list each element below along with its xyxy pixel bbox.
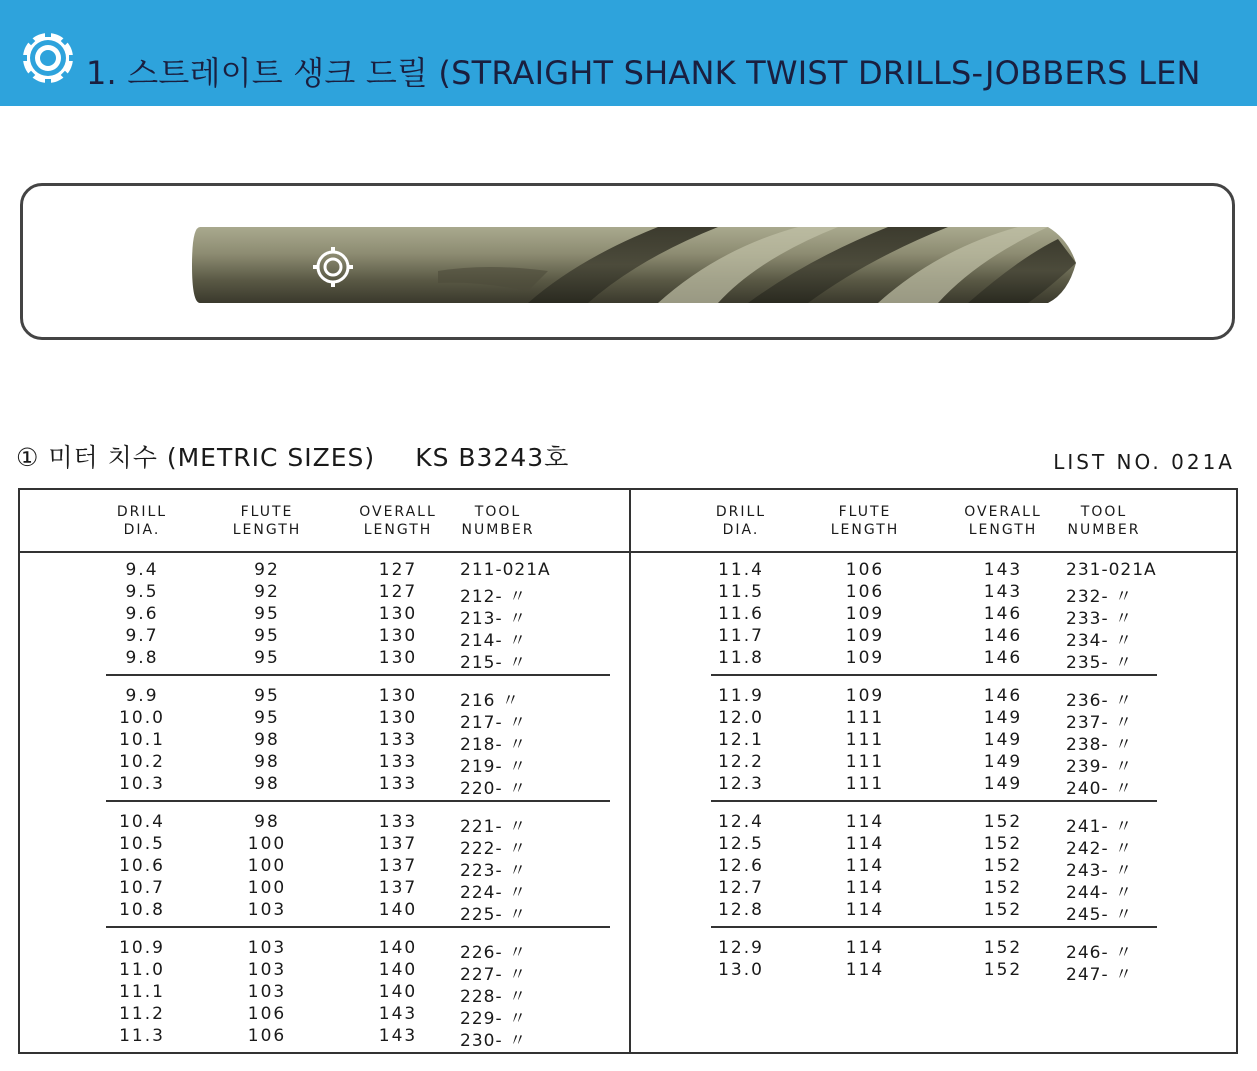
drill-dia-cell: 11.4 — [718, 560, 764, 580]
column-header — [716, 503, 766, 539]
overall-length-cell: 146 — [983, 604, 1023, 624]
overall-length-cell: 146 — [983, 686, 1023, 706]
drill-size-table — [18, 488, 1238, 1054]
section-heading — [16, 438, 569, 474]
column-header-line: DIA. — [123, 522, 161, 538]
group-rule — [711, 674, 1157, 676]
table-row — [631, 560, 1231, 582]
table-row — [20, 604, 620, 629]
overall-length-cell: 140 — [378, 938, 418, 958]
overall-length-cell: 130 — [378, 686, 418, 706]
flute-length-cell: 109 — [845, 626, 885, 646]
overall-length-cell: 140 — [378, 982, 418, 1002]
flute-length-cell: 114 — [845, 856, 885, 876]
tool-number-cell: 214- 〃 — [460, 631, 527, 651]
overall-length-cell: 130 — [378, 626, 418, 646]
drill-dia-cell: 11.2 — [119, 1004, 165, 1024]
table-row — [631, 834, 1231, 859]
table-row — [631, 752, 1231, 777]
drill-dia-cell: 11.6 — [718, 604, 764, 624]
overall-length-cell: 143 — [378, 1026, 418, 1046]
drill-dia-cell: 9.5 — [125, 582, 159, 602]
table-row — [631, 708, 1231, 733]
overall-length-cell: 146 — [983, 626, 1023, 646]
tool-number-cell: 228- 〃 — [460, 987, 527, 1007]
drill-dia-cell: 10.9 — [119, 938, 165, 958]
column-header — [359, 503, 437, 539]
flute-length-cell: 103 — [247, 938, 287, 958]
overall-length-cell: 143 — [983, 560, 1023, 580]
tool-number-cell: 225- 〃 — [460, 905, 527, 925]
flute-length-cell: 111 — [845, 752, 885, 772]
tool-number-cell: 238- 〃 — [1066, 735, 1133, 755]
tool-number-cell: 226- 〃 — [460, 943, 527, 963]
column-header-line: LENGTH — [830, 522, 900, 538]
table-row — [631, 938, 1231, 963]
drill-dia-cell: 12.5 — [718, 834, 764, 854]
flute-length-cell: 103 — [247, 982, 287, 1002]
column-header-line: LENGTH — [363, 522, 433, 538]
table-row — [631, 730, 1231, 755]
flute-length-cell: 109 — [845, 686, 885, 706]
drill-dia-cell: 11.1 — [119, 982, 165, 1002]
overall-length-cell: 127 — [378, 560, 418, 580]
overall-length-cell: 149 — [983, 730, 1023, 750]
drill-dia-cell: 12.4 — [718, 812, 764, 832]
flute-length-cell: 111 — [845, 774, 885, 794]
overall-length-cell: 152 — [983, 834, 1023, 854]
table-row — [20, 834, 620, 859]
flute-length-cell: 95 — [254, 686, 280, 706]
column-header — [117, 503, 167, 539]
drill-dia-cell: 13.0 — [718, 960, 764, 980]
drill-image — [188, 219, 1078, 311]
drill-dia-cell: 9.7 — [125, 626, 159, 646]
table-row — [20, 560, 620, 582]
product-photo-frame — [20, 183, 1235, 340]
overall-length-cell: 152 — [983, 856, 1023, 876]
flute-length-cell: 111 — [845, 730, 885, 750]
overall-length-cell: 152 — [983, 938, 1023, 958]
flute-length-cell: 114 — [845, 812, 885, 832]
table-row — [20, 938, 620, 963]
tool-number-cell: 240- 〃 — [1066, 779, 1133, 799]
overall-length-cell: 140 — [378, 960, 418, 980]
tool-number-cell: 221- 〃 — [460, 817, 527, 837]
drill-dia-cell: 10.1 — [119, 730, 165, 750]
tool-number-cell: 223- 〃 — [460, 861, 527, 881]
overall-length-cell: 133 — [378, 730, 418, 750]
list-number: LIST NO. 021A — [1053, 450, 1235, 474]
flute-length-cell: 98 — [254, 730, 280, 750]
tool-number-cell: 242- 〃 — [1066, 839, 1133, 859]
flute-length-cell: 98 — [254, 774, 280, 794]
overall-length-cell: 140 — [378, 900, 418, 920]
drill-dia-cell: 12.1 — [718, 730, 764, 750]
drill-dia-cell: 9.4 — [125, 560, 159, 580]
drill-dia-cell: 12.3 — [718, 774, 764, 794]
tool-number-cell: 222- 〃 — [460, 839, 527, 859]
tool-number-cell: 212- 〃 — [460, 587, 527, 607]
overall-length-cell: 152 — [983, 900, 1023, 920]
table-row — [631, 648, 1231, 673]
column-header — [462, 503, 535, 539]
tool-number-cell: 217- 〃 — [460, 713, 527, 733]
column-header-line: DRILL — [715, 504, 767, 520]
table-row — [631, 812, 1231, 837]
section-title: ① 미터 치수 (METRIC SIZES) — [16, 443, 376, 472]
column-header-line: OVERALL — [359, 504, 437, 520]
flute-length-cell: 95 — [254, 708, 280, 728]
overall-length-cell: 149 — [983, 752, 1023, 772]
column-header — [964, 503, 1042, 539]
column-header — [831, 503, 900, 539]
drill-dia-cell: 10.4 — [119, 812, 165, 832]
tool-number-cell: 247- 〃 — [1066, 965, 1133, 985]
tool-number-cell: 234- 〃 — [1066, 631, 1133, 651]
flute-length-cell: 103 — [247, 960, 287, 980]
tool-number-cell: 239- 〃 — [1066, 757, 1133, 777]
drill-dia-cell: 10.5 — [119, 834, 165, 854]
overall-length-cell: 130 — [378, 604, 418, 624]
drill-dia-cell: 9.9 — [125, 686, 159, 706]
group-rule — [106, 800, 610, 802]
table-row — [20, 878, 620, 903]
group-rule — [106, 674, 610, 676]
drill-dia-cell: 10.0 — [119, 708, 165, 728]
tool-number-cell: 237- 〃 — [1066, 713, 1133, 733]
overall-length-cell: 127 — [378, 582, 418, 602]
tool-number-cell: 245- 〃 — [1066, 905, 1133, 925]
tool-number-cell: 216 〃 — [460, 691, 520, 711]
drill-dia-cell: 12.0 — [718, 708, 764, 728]
overall-length-cell: 149 — [983, 708, 1023, 728]
column-header-line: LENGTH — [968, 522, 1038, 538]
table-row — [631, 626, 1231, 651]
tool-number-cell: 211-021A — [460, 560, 551, 580]
table-row — [20, 752, 620, 777]
header-rule — [631, 551, 1238, 553]
flute-length-cell: 114 — [845, 900, 885, 920]
column-header-line: DRILL — [116, 504, 168, 520]
overall-length-cell: 137 — [378, 834, 418, 854]
column-header-line: FLUTE — [838, 504, 892, 520]
flute-length-cell: 106 — [845, 560, 885, 580]
table-row — [20, 686, 620, 711]
tool-number-cell: 224- 〃 — [460, 883, 527, 903]
flute-length-cell: 103 — [247, 900, 287, 920]
tool-number-cell: 227- 〃 — [460, 965, 527, 985]
overall-length-cell: 137 — [378, 878, 418, 898]
tool-number-cell: 244- 〃 — [1066, 883, 1133, 903]
drill-dia-cell: 11.8 — [718, 648, 764, 668]
column-header-line: TOOL — [474, 504, 522, 520]
group-rule — [711, 800, 1157, 802]
table-row — [20, 582, 620, 607]
column-header-line: DIA. — [722, 522, 760, 538]
drill-dia-cell: 9.8 — [125, 648, 159, 668]
header-rule — [20, 551, 629, 553]
column-header-line: LENGTH — [232, 522, 302, 538]
table-row — [631, 878, 1231, 903]
overall-length-cell: 133 — [378, 812, 418, 832]
flute-length-cell: 100 — [247, 878, 287, 898]
table-row — [20, 730, 620, 755]
overall-length-cell: 143 — [983, 582, 1023, 602]
drill-dia-cell: 11.3 — [119, 1026, 165, 1046]
flute-length-cell: 109 — [845, 648, 885, 668]
group-rule — [711, 926, 1157, 928]
overall-length-cell: 143 — [378, 1004, 418, 1024]
tool-number-cell: 215- 〃 — [460, 653, 527, 673]
flute-length-cell: 114 — [845, 878, 885, 898]
tool-number-cell: 233- 〃 — [1066, 609, 1133, 629]
drill-dia-cell: 11.9 — [718, 686, 764, 706]
drill-dia-cell: 12.2 — [718, 752, 764, 772]
flute-length-cell: 98 — [254, 812, 280, 832]
table-row — [20, 708, 620, 733]
flute-length-cell: 95 — [254, 626, 280, 646]
tool-number-cell: 241- 〃 — [1066, 817, 1133, 837]
overall-length-cell: 130 — [378, 648, 418, 668]
drill-dia-cell: 10.7 — [119, 878, 165, 898]
flute-length-cell: 114 — [845, 834, 885, 854]
flute-length-cell: 106 — [247, 1004, 287, 1024]
overall-length-cell: 146 — [983, 648, 1023, 668]
tool-number-cell: 236- 〃 — [1066, 691, 1133, 711]
column-header-line: FLUTE — [240, 504, 294, 520]
drill-dia-cell: 12.6 — [718, 856, 764, 876]
table-row — [20, 1004, 620, 1029]
table-row — [20, 982, 620, 1007]
tool-number-cell: 230- 〃 — [460, 1031, 527, 1051]
drill-dia-cell: 11.5 — [718, 582, 764, 602]
flute-length-cell: 98 — [254, 752, 280, 772]
table-row — [20, 900, 620, 925]
drill-dia-cell: 12.8 — [718, 900, 764, 920]
column-header-line: NUMBER — [461, 522, 535, 538]
table-row — [20, 856, 620, 881]
tool-number-cell: 235- 〃 — [1066, 653, 1133, 673]
flute-length-cell: 95 — [254, 604, 280, 624]
group-rule — [106, 926, 610, 928]
tool-number-cell: 218- 〃 — [460, 735, 527, 755]
drill-dia-cell: 11.0 — [119, 960, 165, 980]
column-header-line: NUMBER — [1067, 522, 1141, 538]
gear-ring-logo-icon — [20, 30, 76, 86]
flute-length-cell: 92 — [254, 560, 280, 580]
drill-dia-cell: 9.6 — [125, 604, 159, 624]
flute-length-cell: 106 — [247, 1026, 287, 1046]
flute-length-cell: 114 — [845, 960, 885, 980]
flute-length-cell: 95 — [254, 648, 280, 668]
flute-length-cell: 100 — [247, 856, 287, 876]
drill-dia-cell: 10.3 — [119, 774, 165, 794]
overall-length-cell: 152 — [983, 878, 1023, 898]
overall-length-cell: 152 — [983, 812, 1023, 832]
tool-number-cell: 219- 〃 — [460, 757, 527, 777]
flute-length-cell: 109 — [845, 604, 885, 624]
table-row — [20, 626, 620, 651]
table-row — [631, 960, 1231, 985]
standard-code: KS B3243호 — [415, 443, 570, 472]
tool-number-cell: 220- 〃 — [460, 779, 527, 799]
table-row — [631, 582, 1231, 607]
column-header — [233, 503, 302, 539]
overall-length-cell: 149 — [983, 774, 1023, 794]
overall-length-cell: 133 — [378, 752, 418, 772]
column-header-line: TOOL — [1080, 504, 1128, 520]
drill-dia-cell: 10.8 — [119, 900, 165, 920]
tool-number-cell: 243- 〃 — [1066, 861, 1133, 881]
drill-dia-cell: 11.7 — [718, 626, 764, 646]
flute-length-cell: 106 — [845, 582, 885, 602]
table-row — [20, 1026, 620, 1051]
flute-length-cell: 92 — [254, 582, 280, 602]
table-row — [631, 900, 1231, 925]
table-row — [631, 774, 1231, 799]
drill-dia-cell: 12.7 — [718, 878, 764, 898]
flute-length-cell: 111 — [845, 708, 885, 728]
tool-number-cell: 231-021A — [1066, 560, 1157, 580]
tool-number-cell: 246- 〃 — [1066, 943, 1133, 963]
overall-length-cell: 137 — [378, 856, 418, 876]
table-row — [631, 856, 1231, 881]
column-header — [1068, 503, 1141, 539]
tool-number-cell: 229- 〃 — [460, 1009, 527, 1029]
table-row — [631, 604, 1231, 629]
flute-length-cell: 100 — [247, 834, 287, 854]
table-row — [631, 686, 1231, 711]
flute-length-cell: 114 — [845, 938, 885, 958]
drill-dia-cell: 10.6 — [119, 856, 165, 876]
table-row — [20, 774, 620, 799]
table-row — [20, 812, 620, 837]
tool-number-cell: 213- 〃 — [460, 609, 527, 629]
column-header-line: OVERALL — [964, 504, 1042, 520]
overall-length-cell: 152 — [983, 960, 1023, 980]
table-row — [20, 648, 620, 673]
page-title: 1. 스트레이트 생크 드릴 (STRAIGHT SHANK TWIST DRILLS-JOBBERS LEN — [86, 54, 1201, 92]
title-banner — [0, 0, 1257, 106]
tool-number-cell: 232- 〃 — [1066, 587, 1133, 607]
overall-length-cell: 133 — [378, 774, 418, 794]
drill-dia-cell: 10.2 — [119, 752, 165, 772]
drill-dia-cell: 12.9 — [718, 938, 764, 958]
table-row — [20, 960, 620, 985]
overall-length-cell: 130 — [378, 708, 418, 728]
